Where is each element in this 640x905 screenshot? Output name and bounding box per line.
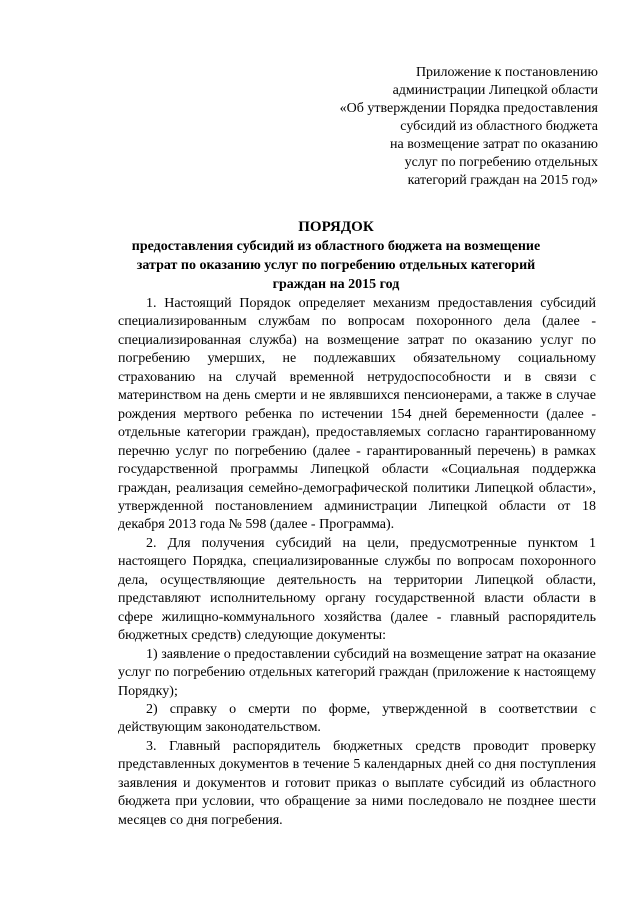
paragraph-1: 1. Настоящий Порядок определяет механизм предоставления субсидий специализированным службам по вопросам похоронного дела (далее - специализированная служба) на возмещение затрат по оказанию услуг по погребению умерших, не подлежавших обязательному социальному страхованию на случай временной нетрудоспособности и в связи с материнством на день смерти и не являвшихся пенсионерами, а также в случае рождения мертвого ребенка по истечении 154 дней беременности (далее - отдельные категории граждан), предоставляемых согласно гарантированному перечню услуг по погребению (далее - гарантированный перечень) в рамках государственной программы Липецкой области «Социальная поддержка граждан, реализация семейно-демографической политики Липецкой области», утвержденной постановлением администрации Липецкой области от 18 декабря 2013 года № 598 (далее - Программа). — [118, 296, 596, 533]
appendix-line: Приложение к постановлению — [415, 65, 598, 80]
paragraph-3: 3. Главный распорядитель бюджетных средств проводит проверку представленных документов в течение 5 календарных дней со дня поступления заявления и документов и готовит приказ о выплате субсидий из областного бюджета при условии, что обращение за ними последовало не позднее шести месяцев со дня погребения. — [118, 738, 596, 828]
document-title — [96, 218, 576, 294]
appendix-line: на возмещение затрат по оказанию — [390, 137, 598, 152]
appendix-line: услуг по погребению отдельных — [404, 155, 598, 170]
list-item-2: 2) справку о смерти по форме, утвержденной в соответствии с действующим законодательством. — [118, 701, 596, 736]
appendix-line: администрации Липецкой области — [392, 83, 598, 98]
title-heading: ПОРЯДОК — [298, 219, 374, 235]
appendix-line: субсидий из областного бюджета — [400, 119, 598, 134]
title-subtitle-line: предоставления субсидий из областного бюджета на возмещение — [131, 239, 541, 254]
appendix-line: «Об утверждении Порядка предоставления — [339, 101, 598, 116]
paragraph-2: 2. Для получения субсидий на цели, предусмотренные пунктом 1 настоящего Порядка, специализированные службы по вопросам похоронного дела, осуществляющие деятельность на территории Липецкой области, представляют исполнительному органу государственной власти области в сфере жилищно-коммунального хозяйства (далее - главный распорядитель бюджетных средств) следующие документы: — [118, 535, 596, 644]
title-subtitle-line: затрат по оказанию услуг по погребению отдельных категорий — [136, 258, 536, 273]
appendix-header — [238, 64, 598, 190]
list-item-1: 1) заявление о предоставлении субсидий на возмещение затрат на оказание услуг по погребению отдельных категорий граждан (приложение к настоящему Порядку); — [118, 646, 596, 699]
appendix-line: категорий граждан на 2015 год» — [407, 173, 598, 188]
document-body — [118, 295, 596, 830]
title-subtitle-line: граждан на 2015 год — [272, 277, 400, 292]
